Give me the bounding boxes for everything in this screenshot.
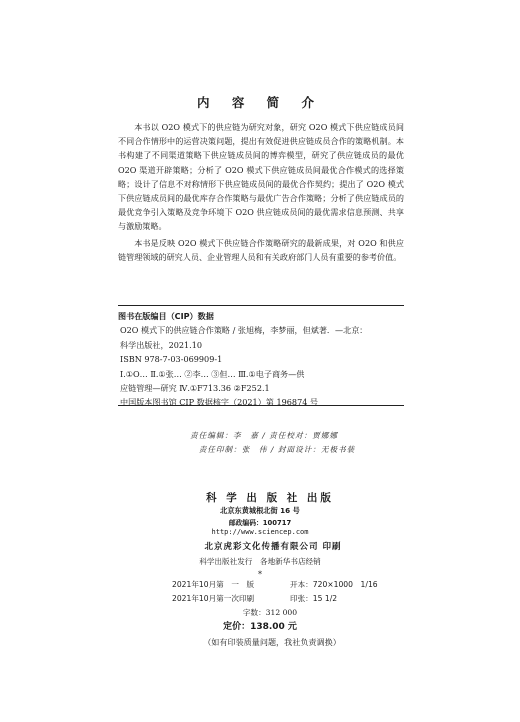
- quality-note: （如有印装质量问题，我社负责调换）: [203, 637, 341, 647]
- intro-title: 内 容 简 介: [196, 95, 324, 110]
- production-credits: 责任印制：张 伟 / 封面设计：无极书装: [198, 445, 356, 454]
- cip-heading: 图书在版编目（CIP）数据: [118, 311, 214, 321]
- word-count: 字数：312 000: [242, 608, 298, 617]
- distribution: 科学出版社发行 各地新华书店经销: [199, 557, 321, 566]
- separator-star: *: [258, 570, 262, 579]
- publisher-name: 科 学 出 版 社 出版: [206, 492, 334, 504]
- cip-top-rule: [118, 305, 404, 306]
- print-sheets: 印张：15 1/2: [290, 594, 338, 603]
- publisher-address: 北京东黄城根北街 16 号: [220, 506, 300, 515]
- print-date: 2021年10月第一次印刷: [172, 594, 255, 603]
- intro-text: [118, 120, 404, 266]
- publisher-zip: 邮政编码：100717: [228, 519, 292, 527]
- book-format: 开本：720×1000 1/16: [290, 580, 378, 589]
- cip-line: 中国版本图书馆 CIP 数据核字（2021）第 196874 号: [120, 397, 319, 408]
- cip-line: 科学出版社，2021.10: [120, 339, 203, 350]
- edition-line: [172, 579, 378, 590]
- intro-paragraph: 本书是反映 O2O 模式下供应链合作策略研究的最新成果，对 O2O 和供应链管理领域的研究人员、企业管理人员和有关政府部门人员有重要的参考价值。: [118, 237, 404, 262]
- cip-line: O2O 模式下的供应链合作策略 / 张旭梅，李梦丽，但斌著．—北京：: [120, 325, 368, 336]
- printer: 北京虎彩文化传播有限公司 印刷: [204, 542, 342, 552]
- printing-line: [172, 593, 337, 604]
- editor-credits: 责任编辑：李 嘉 / 责任校对：贾娜娜: [190, 431, 338, 440]
- publisher-url: http://www.sciencep.com: [211, 528, 309, 536]
- cip-line: ISBN 978-7-03-069909-1: [120, 354, 223, 365]
- cip-line: Ⅰ.①O… Ⅱ.①张… ②李… ③但… Ⅲ.①电子商务—供: [120, 368, 305, 379]
- intro-paragraph: 本书以 O2O 模式下的供应链为研究对象，研究 O2O 模式下供应链成员间不同合作情形中的运营决策问题，提出有效促进供应链成员合作的策略机制。本书构建了不同渠道策略下供应链成员间的博弈模型，研究了供应链成员的最优 O2O 渠道开辟策略；分析了 O2O 模式下供应链成员间最优合作模式的选择策略；设计了信息不对称情形下供应链成员间的最优合作契约；提出了 O2O 模式下供应链成员间的最优库存合作策略与最优广告合作策略；分析了供应链成员的最优竞争引入策略及竞争环境下 O2O 供应链成员间的最优需求信息预测、共享与激励策略。: [118, 122, 404, 232]
- cip-line: 应链管理—研究 Ⅳ.①F713.36 ②F252.1: [120, 383, 270, 394]
- cip-bottom-rule: [118, 405, 404, 406]
- edition-date: 2021年10月第 一 版: [172, 580, 255, 589]
- price: 定价：138.00 元: [223, 622, 297, 632]
- cip-block: [118, 309, 408, 410]
